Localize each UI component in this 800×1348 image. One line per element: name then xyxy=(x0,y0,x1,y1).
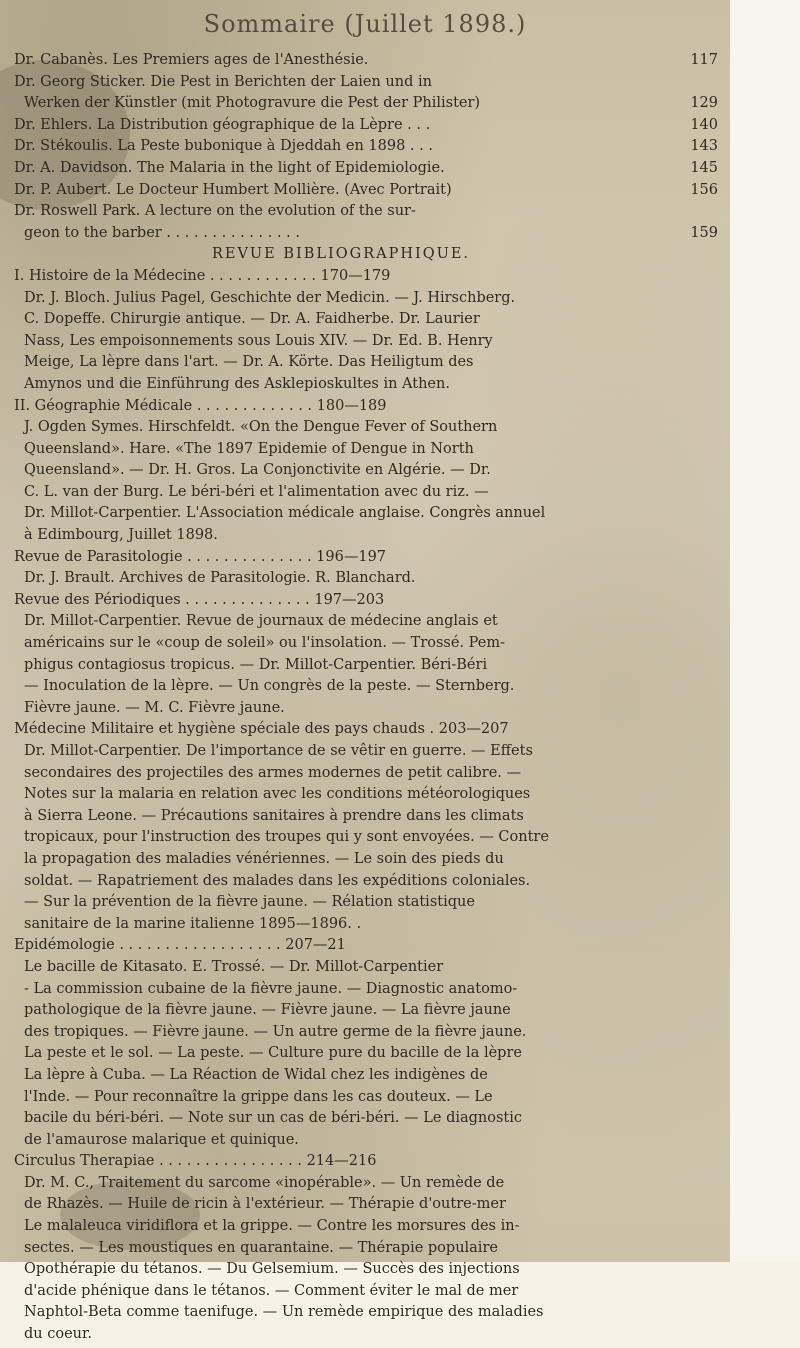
toc-line xyxy=(14,1024,718,1046)
toc-line xyxy=(14,1110,718,1132)
toc-line xyxy=(14,981,718,1003)
toc-line-text: Dr. Stékoulis. La Peste bubonique à Djeddah en 1898 . . . xyxy=(14,138,433,155)
toc-page-number: 129 xyxy=(690,95,718,112)
toc-line-text: Dr. J. Bloch. Julius Pagel, Geschichte der Medicin. — J. Hirschberg. xyxy=(24,289,516,306)
toc-line xyxy=(14,1218,718,1240)
toc-line xyxy=(14,1175,718,1197)
toc-line xyxy=(14,635,718,657)
toc-line-text: phigus contagiosus tropicus. — Dr. Millot-Carpentier. Béri-Béri xyxy=(24,656,488,673)
toc-line xyxy=(14,1240,718,1262)
toc-line xyxy=(14,678,718,700)
toc-line xyxy=(14,203,718,225)
toc-line-text: Dr. J. Brault. Archives de Parasitologie. R. Blanchard. xyxy=(24,570,416,587)
toc-line-text: pathologique de la fièvre jaune. — Fièvre jaune. — La fièvre jaune xyxy=(24,1002,511,1019)
toc-line xyxy=(14,268,718,290)
toc-line xyxy=(14,765,718,787)
toc-line-text: sectes. — Les moustiques en quarantaine. — Thérapie populaire xyxy=(24,1239,498,1256)
toc-line xyxy=(14,613,718,635)
toc-line-text: tropicaux, pour l'instruction des troupes qui y sont envoyées. — Contre xyxy=(24,829,549,846)
toc-line-text: l'Inde. — Pour reconnaître la grippe dans les cas douteux. — Le xyxy=(24,1088,493,1105)
toc-line-text: C. Dopeffe. Chirurgie antique. — Dr. A. Faidherbe. Dr. Laurier xyxy=(24,311,480,328)
toc-line xyxy=(14,894,718,916)
toc-line xyxy=(14,527,718,549)
toc-line xyxy=(14,570,718,592)
toc-line-text: Nass, Les empoisonnements sous Louis XIV. — Dr. Ed. B. Henry xyxy=(24,332,493,349)
toc-page-number: 156 xyxy=(690,181,718,198)
toc-line xyxy=(14,549,718,571)
toc-line-text: Le malaleuca viridiflora et la grippe. — Contre les morsures des in- xyxy=(24,1218,520,1235)
toc-line xyxy=(14,1196,718,1218)
toc-line xyxy=(14,290,718,312)
toc-line xyxy=(14,916,718,938)
toc-line-text: la propagation des maladies vénériennes. — Le soin des pieds du xyxy=(24,850,504,867)
toc-line-text: d'acide phénique dans le tétanos. — Comment éviter le mal de mer xyxy=(24,1282,519,1299)
toc-line xyxy=(14,1261,718,1283)
toc-line xyxy=(14,1304,718,1326)
toc-line-text: Opothérapie du tétanos. — Du Gelsemium. — Succès des injections xyxy=(24,1261,520,1278)
toc-line xyxy=(14,225,718,247)
toc-line-text: Amynos und die Einführung des Asklepioskultes in Athen. xyxy=(24,375,450,392)
toc-line xyxy=(14,246,718,268)
toc-line-text: - La commission cubaine de la fièvre jaune. — Diagnostic anatomo- xyxy=(24,980,518,997)
toc-line-text: à Sierra Leone. — Précautions sanitaires à prendre dans les climats xyxy=(24,807,524,824)
toc-line xyxy=(14,851,718,873)
toc-line-text: Fièvre jaune. — M. C. Fièvre jaune. xyxy=(24,699,285,716)
toc-page-number: 145 xyxy=(690,159,718,176)
toc-line xyxy=(14,1132,718,1154)
toc-line xyxy=(14,462,718,484)
toc-line-text: Epidémologie . . . . . . . . . . . . . . . . . . 207—21 xyxy=(14,937,346,954)
toc-line-text: sanitaire de la marine italienne 1895—1896. . xyxy=(24,915,362,932)
toc-line-text: Dr. Millot-Carpentier. De l'importance de se vêtir en guerre. — Effets xyxy=(24,743,533,759)
toc-page-number: 140 xyxy=(690,116,718,133)
toc-line-text: des tropiques. — Fièvre jaune. — Un autre germe de la fièvre jaune. xyxy=(24,1023,527,1040)
toc-line-text: Dr. M. C., Traitement du sarcome «inopérable». — Un remède de xyxy=(24,1174,505,1191)
toc-line-text: Queensland». Hare. «The 1897 Epidemie of Dengue in North xyxy=(24,440,474,457)
toc-line-text: de Rhazès. — Huile de ricin à l'extérieur. — Thérapie d'outre-mer xyxy=(24,1196,506,1213)
toc-line xyxy=(14,52,718,74)
toc-line xyxy=(14,937,718,959)
toc-line-text: Revue des Périodiques . . . . . . . . . . . . . . 197—203 xyxy=(14,591,385,608)
toc-page-number: 143 xyxy=(690,138,718,155)
toc-line-text: bacile du béri-béri. — Note sur un cas de béri-béri. — Le diagnostic xyxy=(24,1110,523,1127)
page-margin xyxy=(730,0,800,1262)
toc-line-text: — Sur la prévention de la fièvre jaune. — Rélation statistique xyxy=(24,894,475,911)
toc-line xyxy=(14,95,718,117)
toc-line xyxy=(14,441,718,463)
toc-line xyxy=(14,333,718,355)
toc-line xyxy=(14,873,718,895)
toc-line-text: de l'amaurose malarique et quinique. xyxy=(24,1131,299,1148)
toc-line xyxy=(14,786,718,808)
toc-line-text: du coeur. xyxy=(24,1326,92,1343)
toc-line xyxy=(14,657,718,679)
toc-line-text: Le bacille de Kitasato. E. Trossé. — Dr. Millot-Carpentier xyxy=(24,958,444,975)
page-header: Sommaire (Juillet 1898.) xyxy=(203,10,527,38)
toc-line xyxy=(14,419,718,441)
toc-line-text: Médecine Militaire et hygiène spéciale des pays chauds . 203—207 xyxy=(14,721,509,738)
toc-line-text: Dr. Millot-Carpentier. Revue de journaux de médecine anglais et xyxy=(24,613,498,630)
toc-line-text: La lèpre à Cuba. — La Réaction de Widal chez les indigènes de xyxy=(24,1066,488,1083)
toc-line xyxy=(14,1326,718,1348)
toc-line-text: à Edimbourg, Juillet 1898. xyxy=(24,527,218,544)
toc-line-text: Revue de Parasitologie . . . . . . . . . . . . . . 196—197 xyxy=(14,548,387,565)
toc-line-text: Naphtol-Beta comme taenifuge. — Un remède empirique des maladies xyxy=(24,1304,544,1321)
toc-line-text: Queensland». — Dr. H. Gros. La Conjonctivite en Algérie. — Dr. xyxy=(24,462,491,479)
toc-line-text: soldat. — Rapatriement des malades dans les expéditions coloniales. xyxy=(24,872,531,889)
toc-line xyxy=(14,117,718,139)
toc-line xyxy=(14,74,718,96)
toc-line-text: Dr. Roswell Park. A lecture on the evolution of the sur- xyxy=(14,203,416,220)
toc-line xyxy=(14,959,718,981)
toc-line xyxy=(14,1153,718,1175)
toc-line xyxy=(14,138,718,160)
toc-line-text: II. Géographie Médicale . . . . . . . . . . . . . 180—189 xyxy=(14,397,387,414)
toc-line-text: Circulus Therapiae . . . . . . . . . . . . . . . . 214—216 xyxy=(14,1153,377,1170)
toc-line xyxy=(14,829,718,851)
toc-line xyxy=(14,398,718,420)
toc-line-text: américains sur le «coup de soleil» ou l'insolation. — Trossé. Pem- xyxy=(24,635,505,652)
toc-line-text: Dr. P. Aubert. Le Docteur Humbert Mollière. (Avec Portrait) xyxy=(14,181,452,198)
toc-line xyxy=(14,1089,718,1111)
toc-page-number: 159 xyxy=(690,224,718,241)
toc-line xyxy=(14,700,718,722)
toc-line-text: — Inoculation de la lèpre. — Un congrès de la peste. — Sternberg. xyxy=(24,678,515,695)
toc-line xyxy=(14,592,718,614)
toc-line xyxy=(14,1002,718,1024)
toc-line-text: I. Histoire de la Médecine . . . . . . . . . . . . 170—179 xyxy=(14,267,391,284)
toc-line-text: Dr. Ehlers. La Distribution géographique de la Lèpre . . . xyxy=(14,116,431,133)
toc-line xyxy=(14,743,718,765)
toc-line xyxy=(14,376,718,398)
table-of-contents xyxy=(14,52,718,1348)
toc-line-text: J. Ogden Symes. Hirschfeldt. «On the Dengue Fever of Southern xyxy=(24,419,498,436)
toc-line xyxy=(14,505,718,527)
toc-line xyxy=(14,354,718,376)
toc-line-text: Dr. Georg Sticker. Die Pest in Berichten der Laien und in xyxy=(14,73,432,90)
toc-line xyxy=(14,1283,718,1305)
toc-page-number: 117 xyxy=(690,52,718,68)
toc-line xyxy=(14,160,718,182)
toc-line xyxy=(14,721,718,743)
toc-line-text: Dr. A. Davidson. The Malaria in the light of Epidemiologie. xyxy=(14,159,445,176)
toc-line-text: Werken der Künstler (mit Photogravure die Pest der Philister) xyxy=(24,95,481,112)
toc-line-text: REVUE BIBLIOGRAPHIQUE. xyxy=(211,246,471,263)
toc-line-text: C. L. van der Burg. Le béri-béri et l'alimentation avec du riz. — xyxy=(24,483,489,500)
toc-line xyxy=(14,1067,718,1089)
toc-line-text: Notes sur la malaria en relation avec les conditions météorologiques xyxy=(24,786,531,803)
toc-line xyxy=(14,311,718,333)
toc-line xyxy=(14,182,718,204)
toc-line-text: secondaires des projectiles des armes modernes de petit calibre. — xyxy=(24,764,522,781)
toc-line xyxy=(14,1045,718,1067)
toc-line xyxy=(14,484,718,506)
toc-line-text: geon to the barber . . . . . . . . . . . . . . . xyxy=(24,224,300,241)
toc-line-text: Dr. Millot-Carpentier. L'Association médicale anglaise. Congrès annuel xyxy=(24,505,546,522)
toc-line-text: Meige, La lèpre dans l'art. — Dr. A. Körte. Das Heiligtum des xyxy=(24,354,474,371)
toc-line xyxy=(14,808,718,830)
toc-line-text: La peste et le sol. — La peste. — Culture pure du bacille de la lèpre xyxy=(24,1045,522,1062)
toc-line-text: Dr. Cabanès. Les Premiers ages de l'Anesthésie. xyxy=(14,52,369,68)
